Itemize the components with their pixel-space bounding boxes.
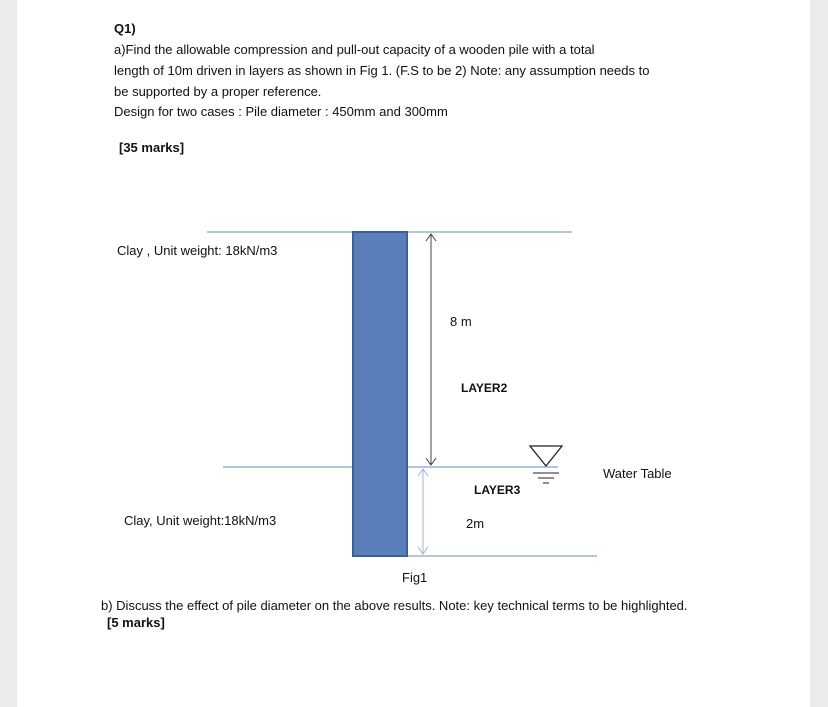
question-number: Q1) [114, 21, 136, 36]
part-a-line-3: be supported by a proper reference. [114, 84, 322, 99]
lower-layer-label: Clay, Unit weight:18kN/m3 [124, 513, 277, 528]
upper-layer-name: LAYER2 [461, 381, 508, 395]
part-b-text: b) Discuss the effect of pile diameter on the above results. Note: key technical terms to be highlighted. [101, 598, 688, 613]
part-a-line-2: length of 10m driven in layers as shown in Fig 1. (F.S to be 2) Note: any assumption needs to [114, 63, 650, 78]
upper-depth-label: 8 m [450, 314, 472, 329]
part-b-marks: [5 marks] [107, 615, 165, 630]
lower-depth-label: 2m [466, 516, 485, 531]
water-table-label: Water Table [603, 466, 672, 481]
part-a-line-4: Design for two cases : Pile diameter : 450mm and 300mm [114, 104, 448, 119]
figure-caption: Fig1 [402, 570, 428, 585]
part-a-line-1: a)Find the allowable compression and pull-out capacity of a wooden pile with a total [114, 42, 595, 57]
wooden-pile [353, 232, 407, 556]
upper-layer-label: Clay , Unit weight: 18kN/m3 [117, 243, 278, 258]
water-table-icon [530, 446, 562, 466]
lower-layer-name: LAYER3 [474, 483, 521, 497]
part-a-marks: [35 marks] [119, 140, 185, 155]
